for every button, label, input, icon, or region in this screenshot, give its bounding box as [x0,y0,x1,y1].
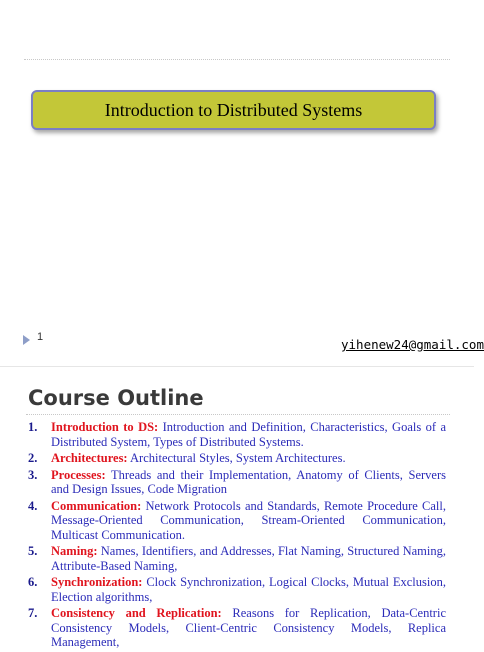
item-label: Processes: [51,467,106,482]
outline-list [28,420,446,652]
item-number: 2. [28,451,38,465]
list-item [28,451,446,466]
item-label: Naming: [51,544,98,558]
item-label: Consistency and Replication: [51,606,222,620]
slide-title: Introduction to Distributed Systems [104,99,363,120]
item-number: 3. [28,467,38,482]
item-number: 7. [28,606,38,620]
slide-2 [0,372,474,649]
item-text: Architectural Styles, System Architectures. [127,451,346,465]
list-item [28,606,446,650]
list-item [28,575,446,604]
item-number: 4. [28,498,38,513]
item-number: 5. [28,544,38,558]
list-item [28,544,446,573]
course-outline-heading: Course Outline [28,386,204,410]
title-box [31,90,436,130]
item-text: Introduction and Definition, Characteristics, Goals of a Distributed System, Types of Distributed Systems. [51,420,446,449]
author-email[interactable]: yihenew24@gmail.com [341,337,484,352]
item-text: Threads and their Implementation, Anatomy of Clients, Servers and Design Issues, Code Migration [51,467,446,496]
heading-divider [26,414,450,415]
item-label: Architectures: [51,451,128,465]
item-text: Names, Identifiers, and Addresses, Flat Naming, Structured Naming, Attribute-Based Naming, [51,544,446,573]
page-arrow-icon [23,335,30,345]
item-text: Network Protocols and Standards, Remote Procedure Call, Message-Oriented Communication, Stream-Oriented Communication, Multicast Communication. [51,498,446,542]
header-divider [24,59,450,60]
item-label: Introduction to DS: [51,420,159,434]
item-text: Reasons for Replication, Data-Centric Consistency Models, Client-Centric Consistency Models, Replica Management, [51,606,446,649]
item-label: Communication: [51,498,142,513]
page-number: 1 [37,331,44,343]
item-number: 6. [28,575,38,589]
list-item [28,420,446,449]
item-text: Clock Synchronization, Logical Clocks, Mutual Exclusion, Election algorithms, [51,575,446,604]
list-item [28,499,446,543]
item-label: Synchronization: [51,575,143,589]
list-item [28,468,446,497]
item-number: 1. [28,420,38,434]
